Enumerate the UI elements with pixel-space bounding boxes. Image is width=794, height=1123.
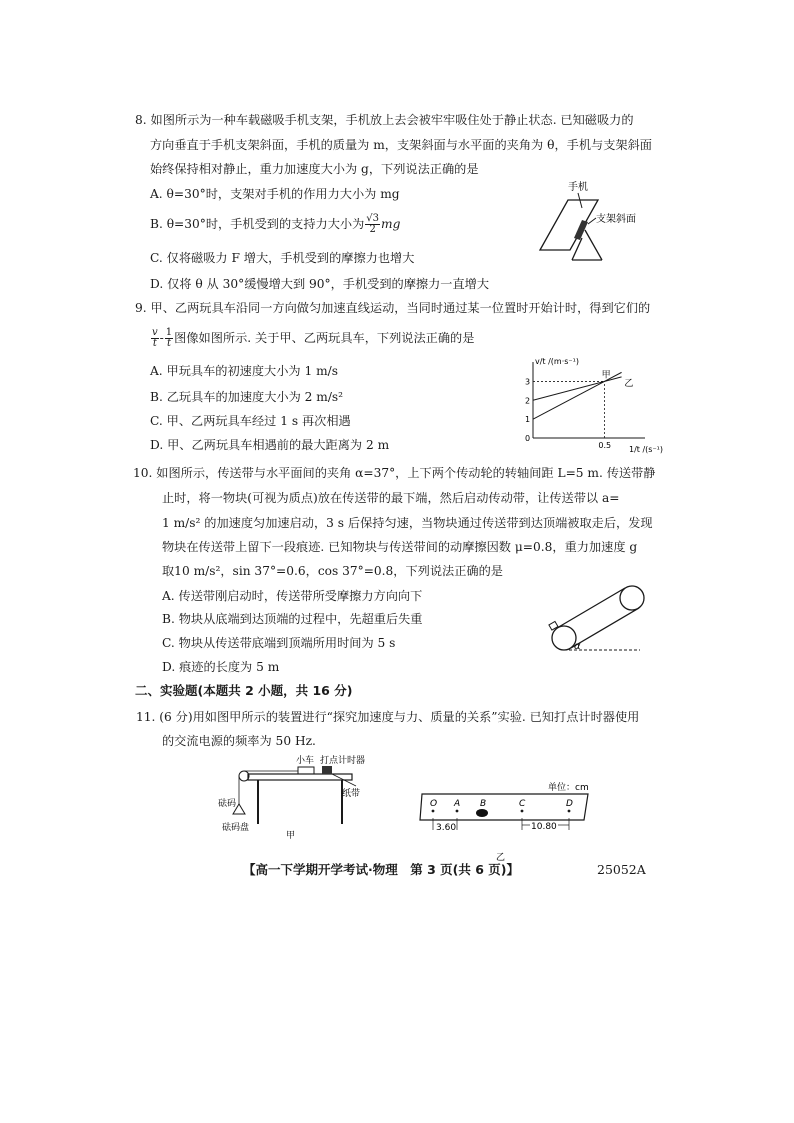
q10-conveyor-figure: [540, 580, 650, 665]
q11-point-a-label: A: [454, 799, 461, 809]
q11-fig-yi-label: 乙: [496, 853, 506, 863]
q10-stem-line3: 1 m/s² 的加速度匀加速启动，3 s 后保持匀速，当物块通过传送带到达顶端被取走后，发现: [162, 516, 653, 530]
q8-fraction-numerator: √3: [366, 213, 380, 224]
q9-option-c: C. 甲、乙两玩具车经过 1 s 再次相遇: [150, 414, 351, 428]
q11-point-b-label: B: [480, 799, 487, 809]
q10-alpha-label: α: [574, 641, 581, 652]
q8-stem-line3: 始终保持相对静止，重力加速度大小为 g，下列说法正确的是: [150, 162, 479, 176]
q11-point-d-label: D: [566, 799, 573, 809]
q11-pan-label: 砝码盘: [222, 823, 250, 833]
q10-stem-line1: 10. 如图所示，传送带与水平面间的夹角 α=37°，上下两个传动轮的转轴间距 L=5 m. 传送带静: [133, 466, 656, 480]
q11-dot-d: [568, 810, 571, 813]
q8-fraction-denominator: 2: [369, 224, 376, 235]
q9-option-a: A. 甲玩具车的初速度大小为 1 m/s: [150, 364, 339, 378]
q9-fraction-1-over-t: [165, 328, 173, 349]
q8-option-b-unit: mg: [381, 217, 401, 231]
q8-option-c: C. 仅将磁吸力 F 增大，手机受到的摩擦力也增大: [150, 251, 415, 265]
q10-option-a: A. 传送带刚启动时，传送带所受摩擦力方向向下: [162, 589, 423, 603]
q8-phone-holder-figure: [530, 178, 660, 268]
page-footer-title: 【高一下学期开学考试·物理 第 3 页(共 6 页)】: [243, 862, 519, 877]
q9-y-tick-label: 1: [525, 415, 531, 425]
q9-frac2-den: t: [166, 338, 171, 349]
section-2-heading: 二、实验题(本题共 2 小题，共 16 分): [135, 683, 353, 698]
q10-top-pulley: [620, 586, 644, 610]
q9-option-b: B. 乙玩具车的加速度大小为 2 m/s²: [150, 390, 344, 404]
q9-y-tick-label: 0: [525, 434, 531, 443]
q9-x-tick-label: 0.5: [598, 441, 612, 450]
q8-slope-block: [574, 220, 588, 240]
q11-fig-jia-label: 甲: [286, 831, 296, 841]
q8-phone-shape: [540, 200, 598, 250]
q9-x-axis-label: 1/t /(s⁻¹): [629, 445, 663, 454]
q11-stem-line2: 的交流电源的频率为 50 Hz.: [162, 734, 316, 748]
q9-series-label-jia: 甲: [601, 370, 611, 381]
q8-stand-leg1: [585, 230, 602, 260]
q10-stem-line4: 物块在传送带上留下一段痕迹. 已知物块与传送带间的动摩擦因数 μ=0.8，重力加速度 g: [162, 540, 638, 554]
q8-stem-line2: 方向垂直于手机支架斜面，手机的质量为 m，支架斜面与水平面的夹角为 θ，手机与支架斜面: [150, 138, 652, 152]
q9-vt-chart: [505, 357, 663, 458]
q9-stem-line1: 9. 甲、乙两玩具车沿同一方向做匀加速直线运动，当同时通过某一位置时开始计时，得到它们的: [135, 301, 651, 315]
q9-y-axis-label: v/t /(m·s⁻¹): [535, 357, 579, 366]
q9-stem-line2-text: 图像如图所示. 关于甲、乙两玩具车，下列说法正确的是: [174, 331, 475, 345]
q11-tape-label: 纸带: [342, 789, 361, 799]
q9-frac2-num: 1: [165, 327, 173, 338]
q9-stem-line2: [150, 328, 474, 349]
q11-tape-figure: [418, 778, 593, 868]
q11-apparatus-figure: [218, 752, 388, 842]
q10-stem-line2: 止时，将一物块(可视为质点)放在传送带的最下端，然后启动传动带，让传送带以 a=: [162, 491, 620, 505]
q11-ink-blot: [476, 809, 488, 817]
q8-slope-pointer: [588, 218, 596, 224]
q11-cart: [298, 767, 314, 774]
q11-dot-a: [456, 810, 459, 813]
q8-option-a: A. θ=30°时，支架对手机的作用力大小为 mg: [150, 187, 400, 201]
q8-stand-leg2: [572, 238, 582, 260]
q11-point-c-label: C: [519, 799, 526, 809]
q8-option-b: [150, 214, 400, 235]
q10-option-c: C. 物块从传送带底端到顶端所用时间为 5 s: [162, 636, 396, 650]
q9-y-tick-label: 3: [525, 377, 531, 387]
q9-dash: -: [159, 331, 164, 345]
q11-dot-c: [521, 810, 524, 813]
q11-point-o-label: O: [430, 799, 438, 809]
q9-y-tick-label: 2: [525, 396, 531, 406]
q9-series-label-yi: 乙: [624, 379, 634, 390]
q9-frac1-num: v: [152, 327, 158, 338]
q9-option-d: D. 甲、乙两玩具车相遇前的最大距离为 2 m: [150, 438, 390, 452]
q8-option-b-fraction: [365, 214, 380, 235]
q9-series-line-yi: [533, 377, 622, 400]
q9-frac1-den: t: [152, 338, 157, 349]
q11-unit-label: 单位：cm: [548, 783, 589, 793]
q8-phone-label: 手机: [568, 182, 588, 193]
q8-slope-label: 支架斜面: [596, 214, 636, 225]
q10-option-d: D. 痕迹的长度为 5 m: [162, 660, 280, 674]
q11-stem-line1: 11. (6 分)用如图甲所示的装置进行“探究加速度与力、质量的关系”实验. 已知打点计时器使用: [136, 710, 640, 724]
q10-option-b: B. 物块从底端到达顶端的过程中，先超重后失重: [162, 612, 423, 626]
q9-chart-axes: [533, 357, 663, 454]
q8-stem-line1: 8. 如图所示为一种车载磁吸手机支架，手机放上去会被牢牢吸住处于静止状态. 已知磁吸力的: [135, 113, 634, 127]
q11-timer: [322, 766, 332, 774]
q9-fraction-v-over-t: [151, 328, 159, 349]
q11-dot-o: [432, 810, 435, 813]
q8-option-b-text: B. θ=30°时，手机受到的支持力大小为: [150, 217, 365, 231]
q11-paper-tape: [420, 794, 588, 820]
q11-distance-oa: 3.60: [436, 823, 457, 833]
q11-table-top: [248, 774, 352, 780]
q10-stem-line5: 取10 m/s²，sin 37°=0.6，cos 37°=0.8，下列说法正确的是: [162, 564, 503, 578]
page-footer-code: 25052A: [597, 862, 646, 877]
q11-cart-label: 小车: [296, 756, 315, 766]
q11-weight-label: 砝码: [218, 799, 237, 809]
q11-distance-cd: 10.80: [531, 822, 557, 832]
q11-timer-label: 打点计时器: [320, 756, 366, 766]
q8-option-d: D. 仅将 θ 从 30°缓慢增大到 90°，手机受到的摩擦力一直增大: [150, 277, 490, 291]
q10-bottom-pulley: [552, 626, 576, 650]
